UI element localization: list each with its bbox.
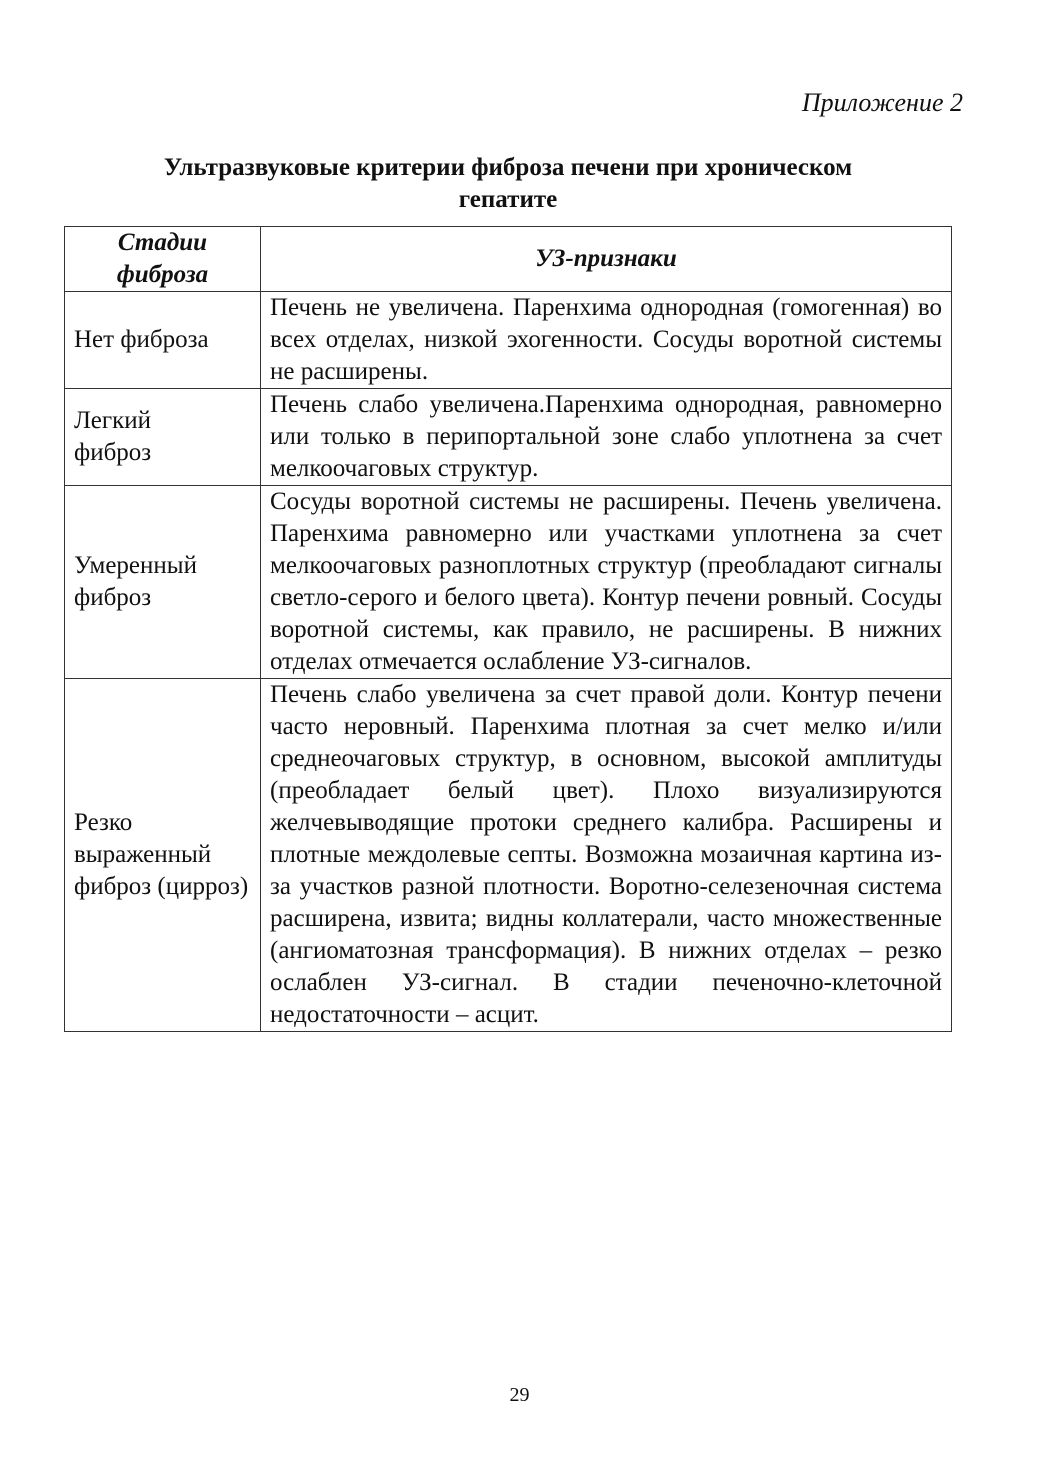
table-header-row [65,227,952,292]
signs-cell: Печень слабо увеличена.Паренхима однородная, равномерно или только в перипортальной зоне слабо уплотнена за счет мелкоочаговых структур. [261,389,952,486]
stage-cell: Легкий фиброз [65,389,261,486]
stage-cell: Нет фиброза [65,292,261,389]
signs-cell: Сосуды воротной системы не расширены. Печень увеличена. Паренхима равномерно или участками уплотнена за счет мелкоочаговых разноплотных структур (преобладают сигналы светло-серого и белого цвета). Контур печени ровный. Сосуды воротной системы, как правило, не расширены. В нижних отделах отмечается ослабление УЗ-сигналов. [261,486,952,679]
signs-cell: Печень не увеличена. Паренхима однородная (гомогенная) во всех отделах, низкой эхогенности. Сосуды воротной системы не расширены. [261,292,952,389]
table-row [65,486,952,679]
table-row [65,679,952,1032]
table-row [65,389,952,486]
document-title [64,152,952,216]
stage-cell: Умеренный фиброз [65,486,261,679]
document-title-line-2: гепатите [458,186,558,213]
document-title-line-1: Ультразвуковые критерии фиброза печени при хроническом [163,154,853,181]
fibrosis-criteria-table [64,226,952,1032]
stage-cell: Резко выраженный фиброз (цирроз) [65,679,261,1032]
appendix-label: Приложение 2 [801,88,963,117]
signs-cell: Печень слабо увеличена за счет правой доли. Контур печени часто неровный. Паренхима плотная за счет мелко и/или среднеочаговых структур, в основном, высокой амплитуды (преобладает белый цвет). Плохо визуализируются желчевыводящие протоки среднего калибра. Расширены и плотные междолевые септы. Возможна мозаичная картина из-за участков разной плотности. Воротно-селезеночная система расширена, извита; видны коллатерали, часто множественные (ангиоматозная трансформация). В нижних отделах – резко ослаблен УЗ-сигнал. В стадии печеночно-клеточной недостаточности – асцит. [261,679,952,1032]
page-number: 29 [509,1384,530,1406]
column-header-stage: Стадии фиброза [65,227,261,292]
column-header-signs: УЗ-признаки [261,227,952,292]
table-row [65,292,952,389]
